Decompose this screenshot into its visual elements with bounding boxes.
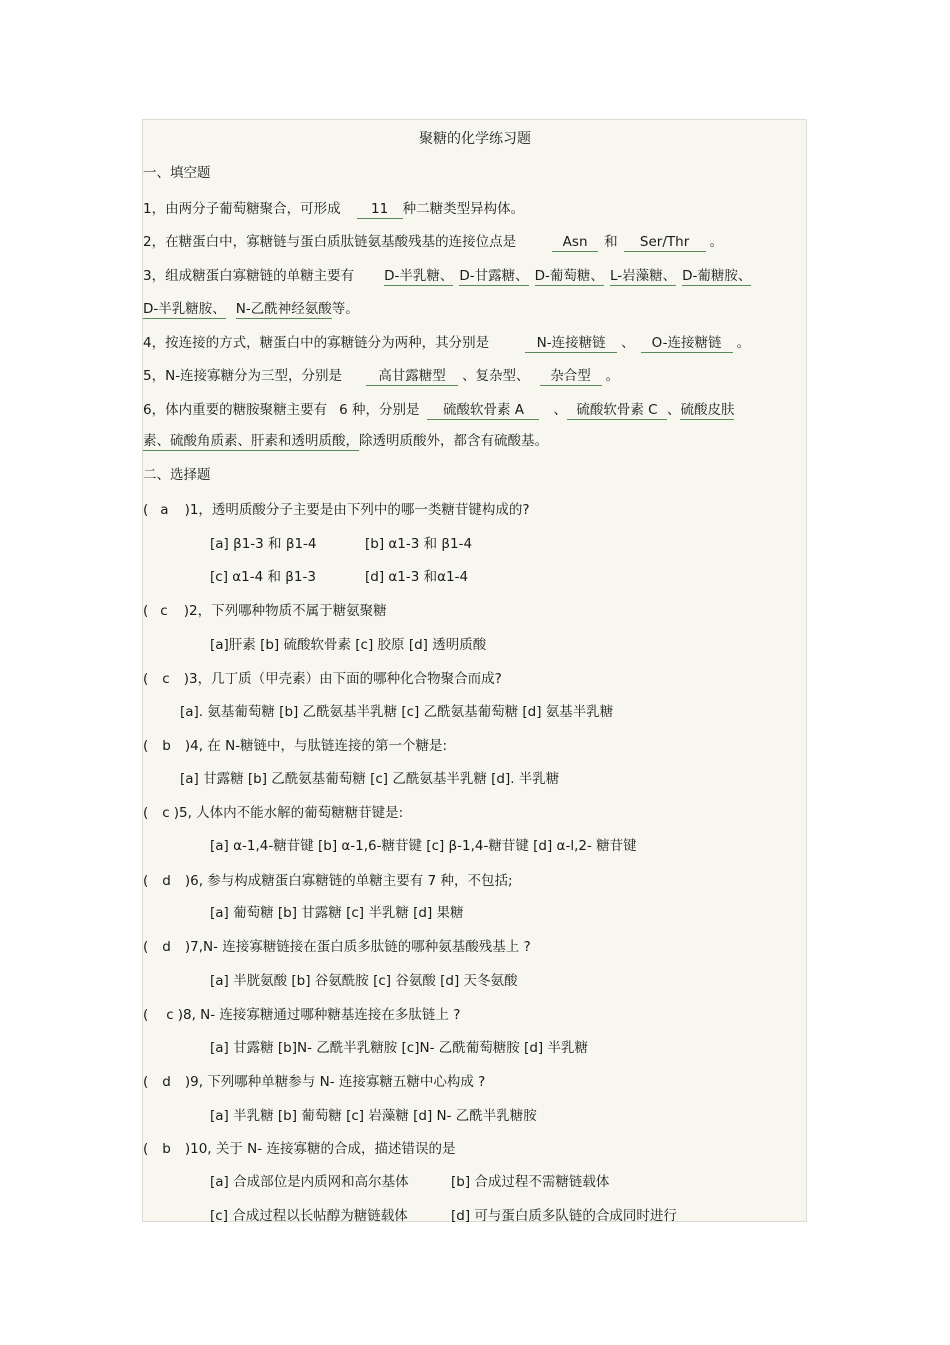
answer-letter: d [162,939,171,955]
question-text: 1，由两分子葡萄糖聚合，可形成 [143,201,341,217]
option-c: [c] α1-4 和 β1-3 [210,569,316,585]
answer-blank: 高甘露糖型 [366,368,458,386]
answer-blank: 肝素和 [251,433,292,449]
answer-paren: ( c [143,805,170,821]
answer-blank: 透明质酸， [291,433,359,449]
answer-letter: b [162,1141,171,1157]
answer-blank: 硫酸软骨素 A [427,402,539,420]
answer-letter: c [162,805,170,821]
choice-options-8: [a] 甘露糖 [b]N- 乙酰半乳糖胺 [c]N- 乙酰葡萄糖胺 [d] 半乳糖 [210,1040,588,1056]
choice-options-10b [210,1207,677,1225]
fill-question-2 [143,233,723,252]
option-b: [b] 合成过程不需糖链载体 [451,1174,610,1190]
option-d: [d] α1-3 和α1-4 [365,569,469,585]
question-text: )9, 下列哪种单糖参与 N- 连接寡糖五糖中心构成 ? [184,1074,486,1090]
choice-question-9 [143,1073,485,1091]
document-title: 聚糖的化学练习题 [419,131,531,147]
choice-options-1b [210,568,468,586]
question-text: 6 种，分别是 [339,402,420,418]
question-text: 6，体内重要的糖胺聚糖主要有 [143,402,328,418]
choice-options-1a [210,535,472,553]
section-fill-heading: 一、填空题 [143,165,211,181]
answer-paren: ( d [143,939,171,955]
choice-options-2: [a]肝素 [b] 硫酸软骨素 [c] 胶原 [d] 透明质酸 [210,637,487,653]
answer-letter: d [162,1074,171,1090]
question-text: 。 [736,335,751,351]
question-text: 4，按连接的方式，糖蛋白中的寡糖链分为两种，其分别是 [143,335,490,351]
choice-question-8 [143,1006,460,1024]
answer-blank: 素、 [143,433,170,449]
answer-blank: Asn [552,234,598,252]
question-text: )3，几丁质（甲壳素）由下面的哪种化合物聚合而成? [183,671,502,687]
answer-blank: 硫酸皮肤 [680,402,735,418]
option-b: [b] α1-3 和 β1-4 [365,536,473,552]
question-text: 。 [605,368,620,384]
question-text: 除透明质酸外，都含有硫酸基。 [359,433,548,449]
choice-question-2 [143,602,387,620]
fill-question-6 [143,401,734,420]
option-a: [a] 合成部位是内质网和高尔基体 [210,1174,409,1190]
question-text: 3，组成糖蛋白寡糖链的单糖主要有 [143,268,355,284]
answer-blank: L-岩藻糖、 [609,268,677,284]
choice-options-4: [a] 甘露糖 [b] 乙酰氨基葡萄糖 [c] 乙酰氨基半乳糖 [d]. 半乳糖 [180,771,560,787]
answer-paren: ( b [143,1141,171,1157]
question-text: )5, 人体内不能水解的葡萄糖糖苷键是: [173,805,404,821]
answer-letter: a [160,502,169,518]
question-text: 等。 [331,301,359,317]
answer-blank: 硫酸软骨素 C [567,402,667,420]
question-text: 、 [553,402,567,418]
option-c: [c] 合成过程以长帖醇为糖链载体 [210,1208,408,1224]
answer-letter: b [162,738,171,754]
choice-options-10a [210,1173,609,1191]
fill-question-6-cont [143,432,548,451]
choice-options-5: [a] α-1,4-糖苷键 [b] α-1,6-糖苷键 [c] β-1,4-糖苷键 [d] α-l,2- 糖苷键 [210,838,637,854]
choice-options-3: [a]. 氨基葡萄糖 [b] 乙酰氨基半乳糖 [c] 乙酰氨基葡萄糖 [d] 氨基半乳糖 [180,704,614,720]
fill-question-1 [143,200,524,219]
answer-blank: D-葡糖胺、 [682,268,752,284]
question-text: )2，下列哪种物质不属于糖氨聚糖 [183,603,387,619]
question-text: )10, 关于 N- 连接寡糖的合成，描述错误的是 [184,1141,456,1157]
question-text: 、复杂型、 [462,368,530,384]
answer-blank: O-连接糖链 [641,335,733,353]
question-text: 。 [709,234,724,250]
answer-blank: 杂合型 [540,368,602,386]
question-text: 和 [604,234,618,250]
answer-blank: 硫酸角质素、 [170,433,251,449]
choice-question-6 [143,872,513,890]
fill-question-3-cont [143,300,359,319]
answer-blank: 11 [357,201,403,219]
answer-paren: ( c [143,1007,174,1023]
choice-question-10 [143,1140,455,1158]
answer-blank: N-乙酰神经氨酸 [235,301,332,317]
question-text: )6, 参与构成糖蛋白寡糖链的单糖主要有 7 种，不包括; [184,873,513,889]
answer-blank: D-半乳糖、 [384,268,454,284]
answer-paren: ( b [143,738,171,754]
answer-blank: D-半乳糖胺、 [143,301,226,317]
choice-question-3 [143,670,502,688]
question-text: 5，N-连接寡糖分为三型，分别是 [143,368,343,384]
choice-options-9: [a] 半乳糖 [b] 葡萄糖 [c] 岩藻糖 [d] N- 乙酰半乳糖胺 [210,1108,537,1124]
choice-question-1 [143,501,530,519]
question-text: 2，在糖蛋白中，寡糖链与蛋白质肽链氨基酸残基的连接位点是 [143,234,517,250]
choice-question-7 [143,938,531,956]
answer-paren: ( d [143,873,171,889]
answer-blank: Ser/Thr [624,234,706,252]
question-text: )8, N- 连接寡糖通过哪种糖基连接在多肽链上 ? [177,1007,461,1023]
answer-letter: c [162,671,170,687]
answer-blank: N-连接糖链 [525,335,617,353]
answer-paren: ( c [143,671,170,687]
answer-blank: D-甘露糖、 [459,268,529,284]
fill-question-5 [143,367,619,386]
section-choice-heading: 二、选择题 [143,467,211,483]
answer-letter: c [160,603,168,619]
choice-options-7: [a] 半胱氨酸 [b] 谷氨酰胺 [c] 谷氨酸 [d] 天冬氨酸 [210,973,518,989]
answer-blank: D-葡萄糖、 [534,268,604,284]
fill-question-4 [143,334,750,353]
question-text: )4, 在 N-糖链中，与肽链连接的第一个糖是: [184,738,448,754]
question-text: 、 [621,335,635,351]
question-text: 、 [666,402,681,418]
choice-options-6: [a] 葡萄糖 [b] 甘露糖 [c] 半乳糖 [d] 果糖 [210,905,464,921]
option-d: [d] 可与蛋白质多队链的合成同时进行 [451,1208,677,1224]
answer-paren: ( d [143,1074,171,1090]
answer-paren: ( a [143,502,169,518]
choice-question-5 [143,804,403,822]
answer-paren: ( c [143,603,168,619]
answer-letter: d [162,873,171,889]
question-text: )7,N- 连接寡糖链接在蛋白质多肽链的哪种氨基酸残基上 ? [184,939,531,955]
question-text: 种二糖类型异构体。 [402,201,525,217]
option-a: [a] β1-3 和 β1-4 [210,536,317,552]
answer-letter: c [166,1007,174,1023]
fill-question-3 [143,267,751,286]
question-text: )1，透明质酸分子主要是由下列中的哪一类糖苷键构成的? [184,502,530,518]
choice-question-4 [143,737,447,755]
